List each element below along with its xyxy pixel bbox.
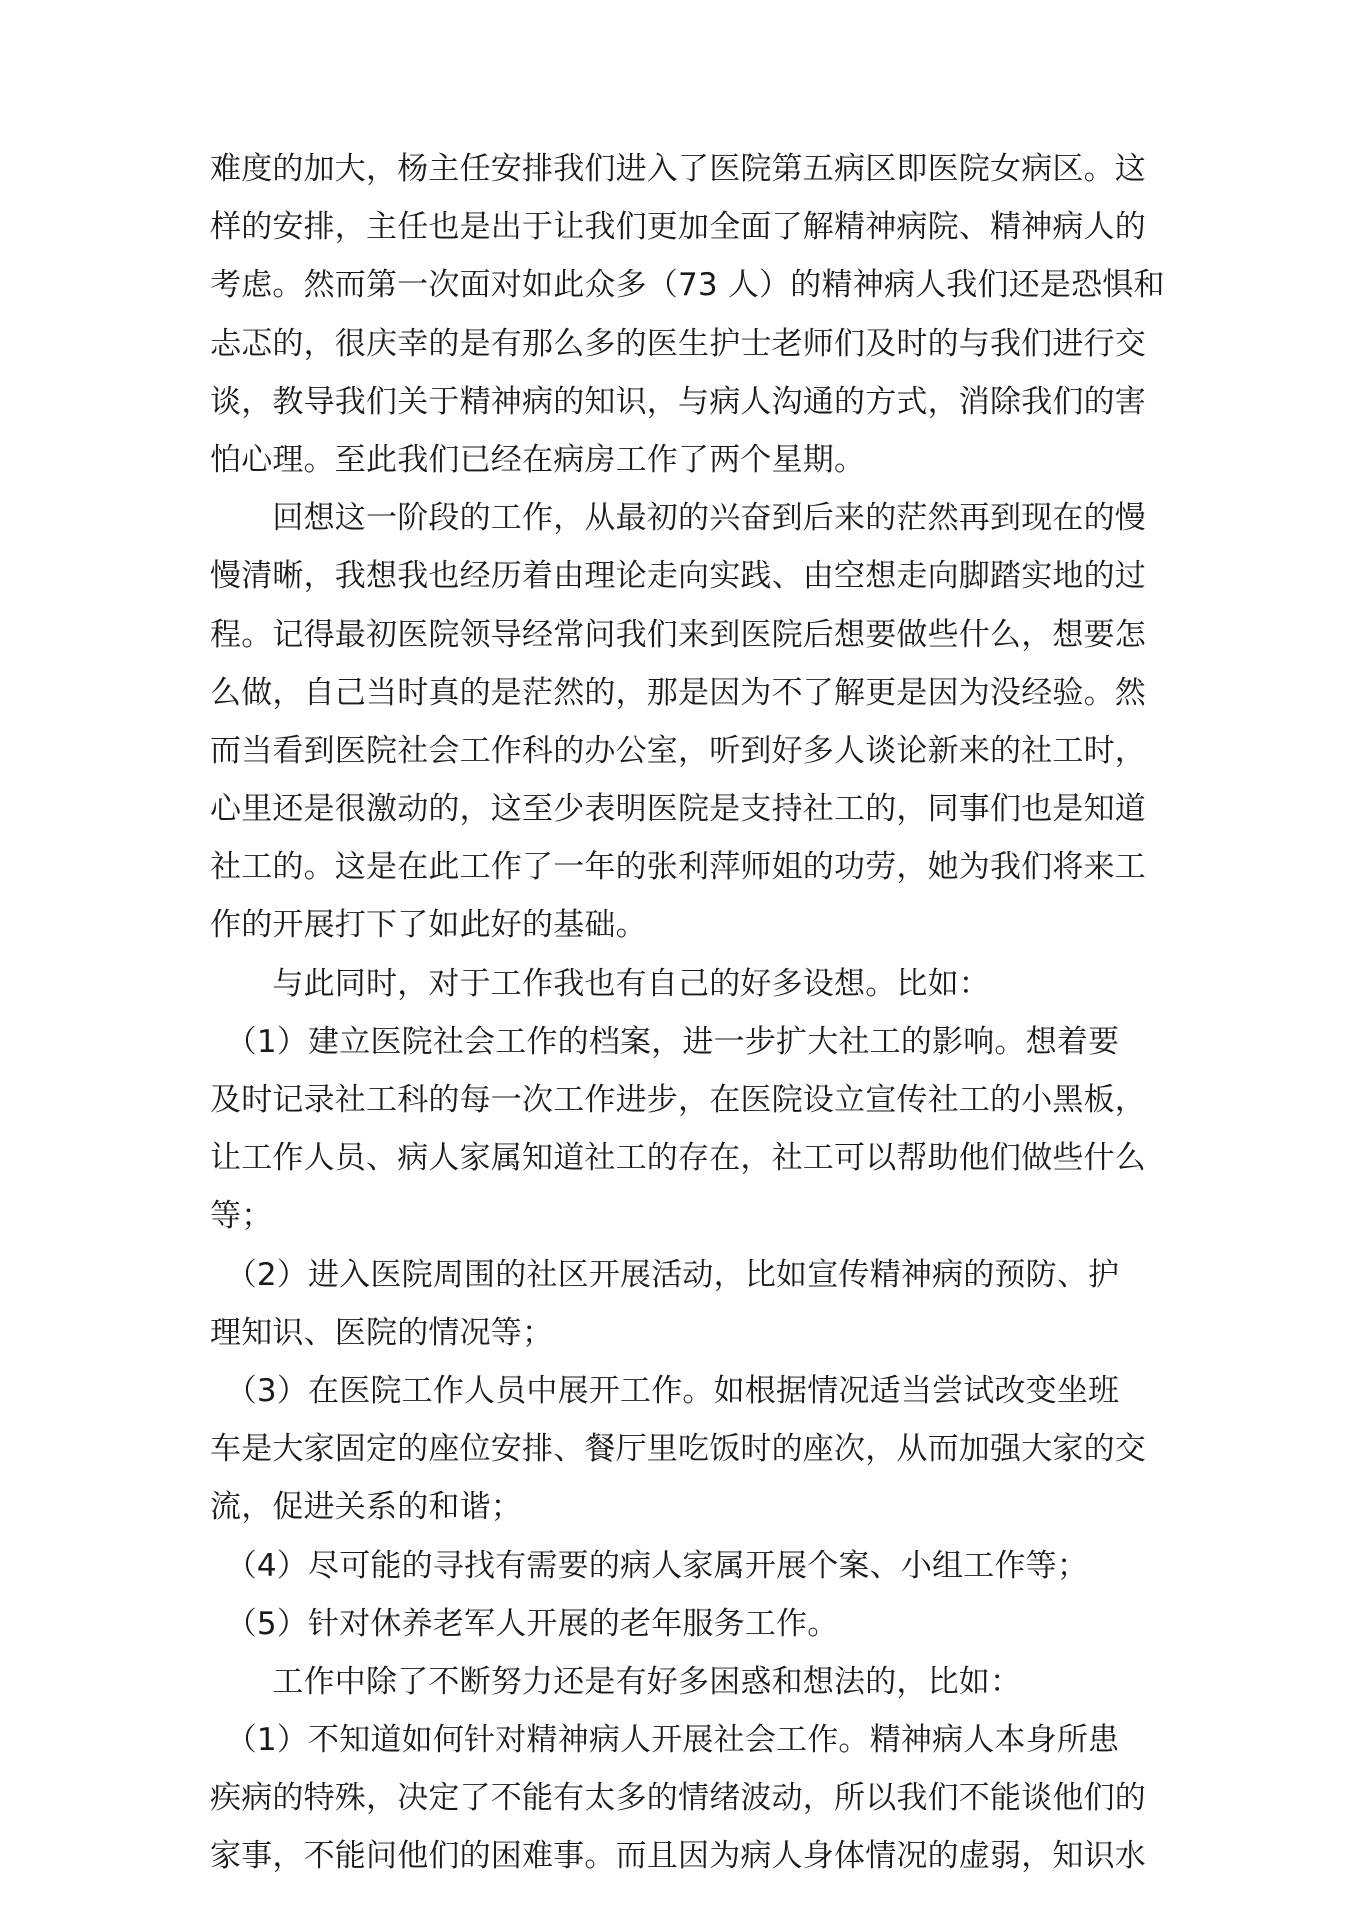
text-line: 疾病的特殊，决定了不能有太多的情绪波动，所以我们不能谈他们的	[210, 1780, 1146, 1817]
document-body	[210, 140, 1170, 1886]
text-line: 家事，不能问他们的困难事。而且因为病人身体情况的虚弱，知识水	[210, 1838, 1146, 1875]
text-line: 样的安排，主任也是出于让我们更加全面了解精神病院、精神病人的	[210, 209, 1146, 246]
text-line: 流，促进关系的和谐；	[210, 1489, 522, 1526]
text-line: （3）在医院工作人员中展开工作。如根据情况适当尝试改变坐班	[210, 1372, 1120, 1409]
text-line: 而当看到医院社会工作科的办公室，听到好多人谈论新来的社工时，	[210, 732, 1146, 769]
text-line: 及时记录社工科的每一次工作进步，在医院设立宣传社工的小黑板，	[210, 1082, 1146, 1118]
text-line: 谈，教导我们关于精神病的知识，与病人沟通的方式，消除我们的害	[210, 383, 1146, 420]
text-line: 等；	[210, 1198, 273, 1235]
text-line: 车是大家固定的座位安排、餐厅里吃饭时的座次，从而加强大家的交	[210, 1431, 1146, 1468]
text-line: 作的开展打下了如此好的基础。	[210, 907, 647, 944]
text-line: 难度的加大，杨主任安排我们进入了医院第五病区即医院女病区。这	[210, 151, 1146, 187]
text-line: 心里还是很激动的，这至少表明医院是支持社工的，同事们也是知道	[210, 791, 1146, 828]
text-line: 考虑。然而第一次面对如此众多（73 人）的精神病人我们还是恐惧和	[210, 267, 1165, 304]
text-line: 工作中除了不断努力还是有好多困惑和想法的，比如：	[210, 1663, 1022, 1700]
text-line: （5）针对休养老军人开展的老年服务工作。	[210, 1605, 839, 1642]
text-line: 么做，自己当时真的是茫然的，那是因为不了解更是因为没经验。然	[210, 674, 1146, 711]
text-line: 社工的。这是在此工作了一年的张利萍师姐的功劳，她为我们将来工	[210, 849, 1146, 886]
text-line: 怕心理。至此我们已经在病房工作了两个星期。	[210, 441, 866, 478]
text-line: （1）建立医院社会工作的档案，进一步扩大社工的影响。想着要	[210, 1023, 1120, 1060]
text-line: 让工作人员、病人家属知道社工的存在，社工可以帮助他们做些什么	[210, 1140, 1146, 1177]
text-line: 慢清晰，我想我也经历着由理论走向实践、由空想走向脚踏实地的过	[210, 558, 1146, 595]
text-line: 程。记得最初医院领导经常问我们来到医院后想要做些什么，想要怎	[210, 616, 1146, 653]
text-line: 理知识、医院的情况等；	[210, 1314, 554, 1351]
text-line: 忐忑的，很庆幸的是有那么多的医生护士老师们及时的与我们进行交	[210, 325, 1146, 362]
text-line: （1）不知道如何针对精神病人开展社会工作。精神病人本身所患	[210, 1722, 1120, 1759]
text-line: （4）尽可能的寻找有需要的病人家属开展个案、小组工作等；	[210, 1547, 1089, 1584]
text-line: （2）进入医院周围的社区开展活动，比如宣传精神病的预防、护	[210, 1256, 1120, 1293]
text-line: 与此同时，对于工作我也有自己的好多设想。比如：	[210, 965, 990, 1002]
text-line: 回想这一阶段的工作，从最初的兴奋到后来的茫然再到现在的慢	[210, 500, 1146, 537]
